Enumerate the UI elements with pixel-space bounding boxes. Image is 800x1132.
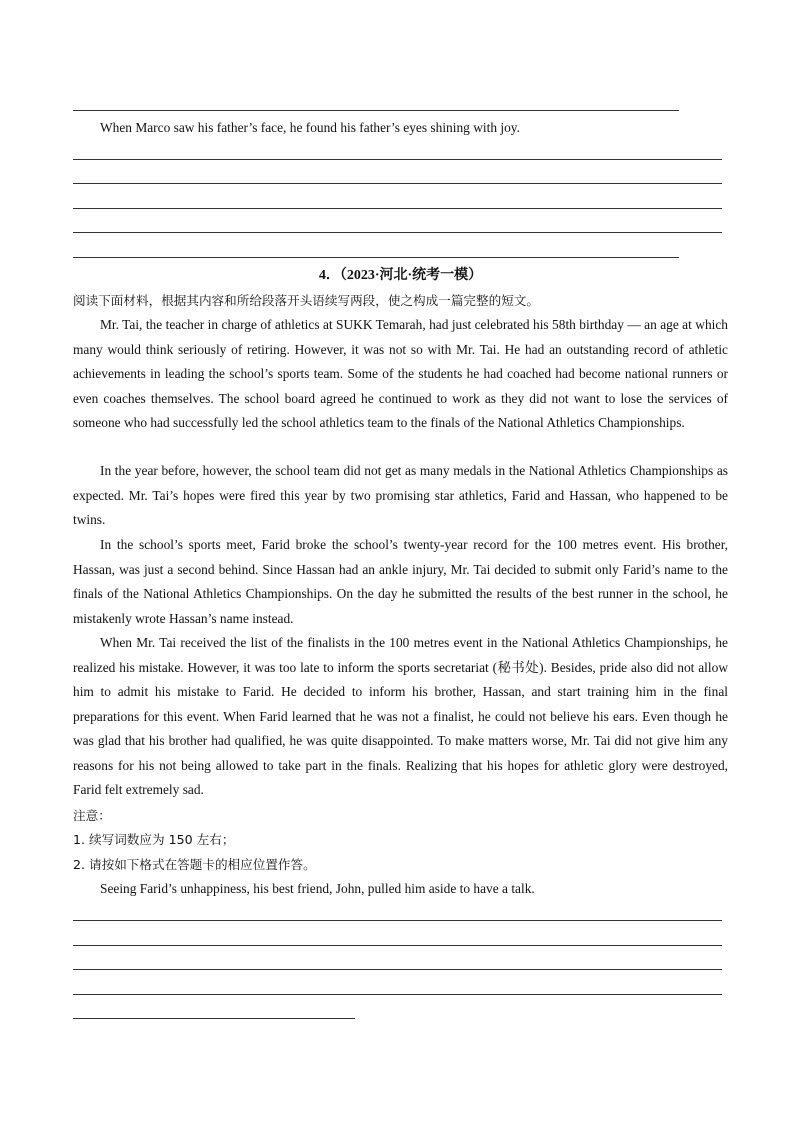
answer-line (73, 232, 722, 233)
answer-line (73, 945, 722, 946)
answer-line (73, 1018, 355, 1019)
answer-line (73, 994, 722, 995)
question-heading: 4．（2023·河北·统考一模） (318, 268, 483, 283)
answer-line (73, 969, 722, 970)
answer-line (73, 110, 679, 111)
note-item-1: 1. 续写词数应为 150 左右； (73, 832, 235, 847)
answer-line (73, 257, 679, 258)
passage-paragraph-1: Mr. Tai, the teacher in charge of athletics at SUKK Temarah, had just celebrated his 58th birthday — an age at which many would think seriously of retiring. However, it was not so with Mr. Tai. He had an outstanding record of athletic achievements in leading the school’s sports team. Some of the students he had coached had become national runners or even coaches themselves. The school board agreed he continued to work as they did not want to lose the services of someone who had successfully led the school athletics team to the finals of the National Athletics Championships. (73, 317, 728, 430)
passage-paragraph-3: In the school’s sports meet, Farid broke the school’s twenty-year record for the 100 metres event. His brother, Hassan, was just a second behind. Since Hassan had an ankle injury, Mr. Tai decided to submit only Farid’s name to the finals of the National Athletics Championships. On the day he submitted the results of the best runner in the school, he mistakenly wrote Hassan’s name instead. (73, 537, 728, 626)
continuation-prompt: When Marco saw his father’s face, he found his father’s eyes shining with joy. (100, 120, 520, 135)
question-instruction: 阅读下面材料，根据其内容和所给段落开头语续写两段，使之构成一篇完整的短文。 (73, 293, 539, 308)
passage-paragraph-2: In the year before, however, the school team did not get as many medals in the National Athletics Championships as expected. Mr. Tai’s hopes were fired this year by two promising star athletics, Farid and Hassan, who happened to be twins. (73, 463, 728, 527)
note-item-2: 2. 请按如下格式在答题卡的相应位置作答。 (73, 857, 316, 872)
continuation-prompt: Seeing Farid’s unhappiness, his best friend, John, pulled him aside to have a talk. (100, 881, 535, 896)
answer-line (73, 183, 722, 184)
answer-line (73, 159, 722, 160)
answer-line (73, 208, 722, 209)
note-title: 注意： (73, 808, 111, 823)
answer-line (73, 920, 722, 921)
passage-paragraph-4: When Mr. Tai received the list of the finalists in the 100 metres event in the National Athletics Championships, he realized his mistake. However, it was too late to inform the sports secretariat (秘书处). Besides, pride also did not allow him to admit his mistake to Farid. He decided to inform his brother, Hassan, and start training him in the final preparations for this event. When Farid learned that he was not a finalist, he could not believe his ears. Even though he was glad that his brother had qualified, he was quite disappointed. To make matters worse, Mr. Tai did not give him any reasons for his not being allowed to take part in the finals. Realizing that his hopes for athletic glory were destroyed, Farid felt extremely sad. (73, 635, 728, 797)
